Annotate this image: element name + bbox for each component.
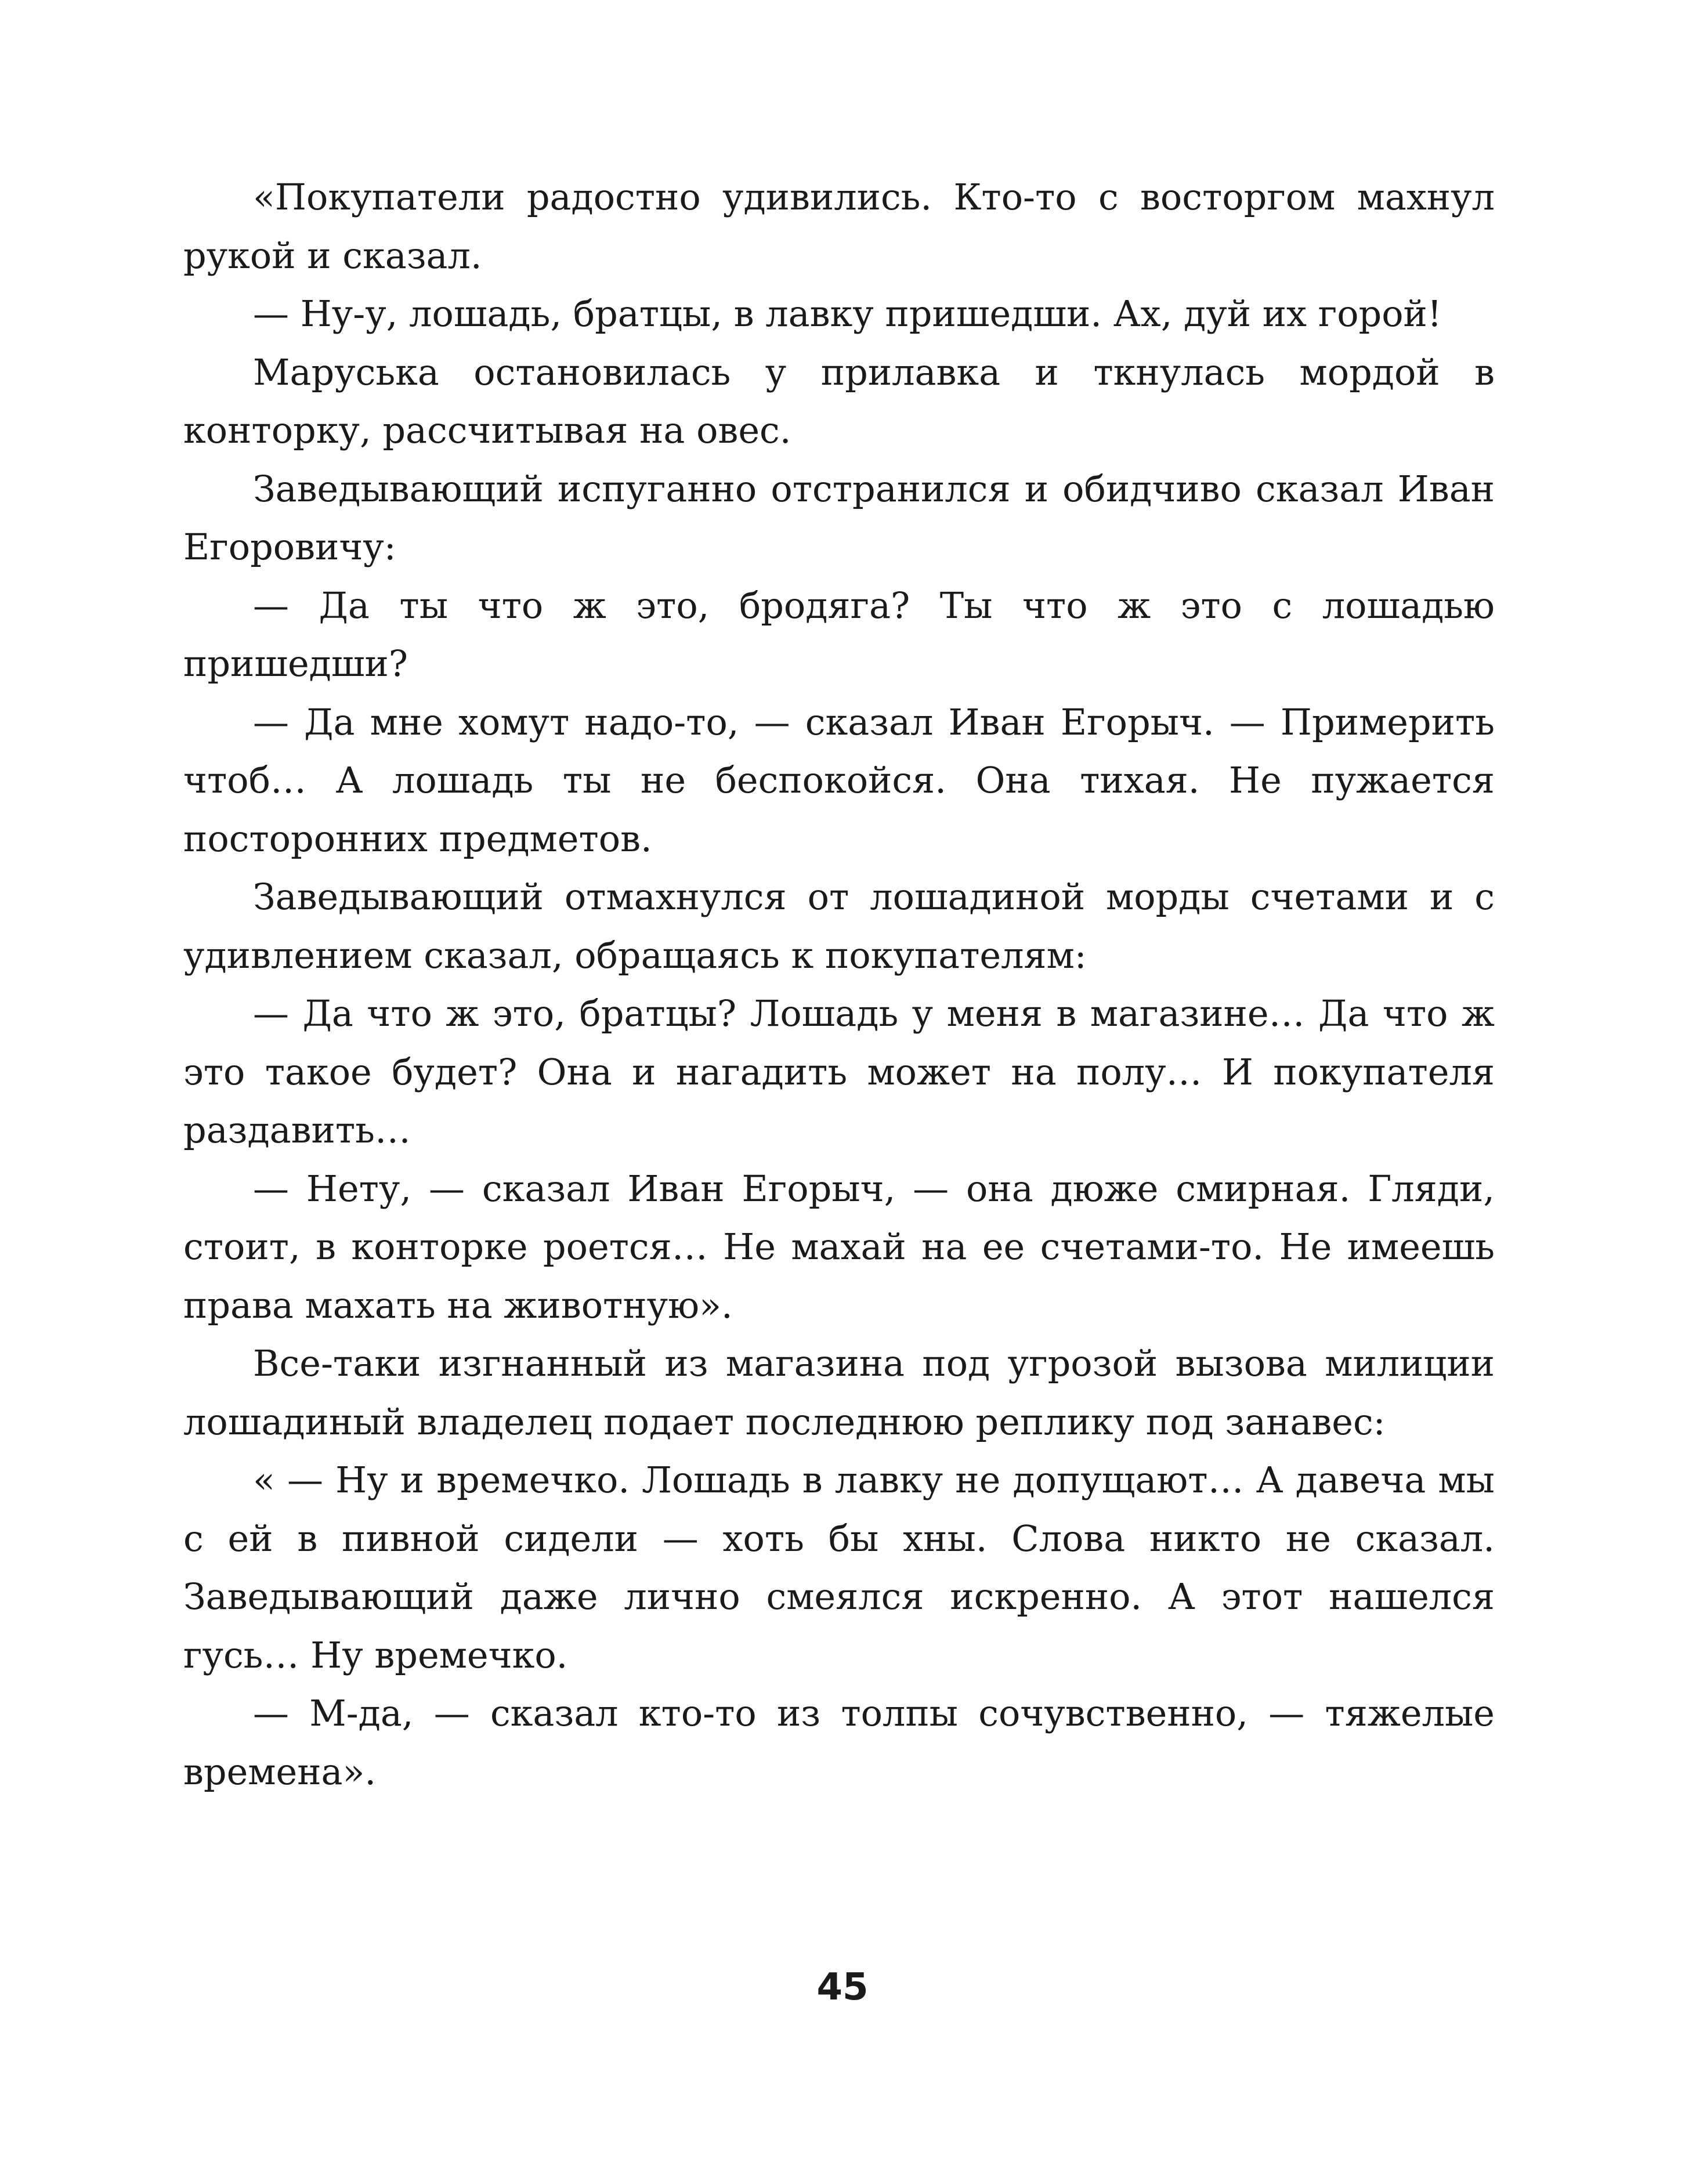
paragraph-1: «Покупатели радостно удивились. Кто-то с восторгом махнул рукой и сказал. (183, 176, 1495, 277)
page-text-body (183, 168, 1495, 1801)
paragraph-4: Заведывающий испуганно отстранился и обидчиво сказал Иван Егоровичу: (183, 467, 1495, 568)
paragraph-10: Все-таки изгнанный из магазина под угрозой вызова милиции лошадиный владелец подает последнюю реплику под занавес: (183, 1342, 1495, 1443)
paragraph-5: — Да ты что ж это, бродяга? Ты что ж это с лошадью пришедши? (183, 584, 1495, 685)
paragraph-12: — М-да, — сказал кто-то из толпы сочувственно, — тяжелые времена». (183, 1692, 1495, 1793)
paragraph-3: Маруська остановилась у прилавка и ткнулась мордой в конторку, рассчитывая на овес. (183, 350, 1495, 451)
paragraph-6: — Да мне хомут надо-то, — сказал Иван Егорыч. — Примерить чтоб… А лошадь ты не беспокойся. Она тихая. Не пужается посторонних предметов. (183, 700, 1495, 860)
paragraph-8: — Да что ж это, братцы? Лошадь у меня в магазине… Да что ж это такое будет? Она и нагадить может на полу… И покупателя раздавить… (183, 992, 1495, 1151)
paragraph-11: « — Ну и времечко. Лошадь в лавку не допущают… А давеча мы с ей в пивной сидели — хоть бы хны. Слова никто не сказал. Заведывающий даже лично смеялся искренно. А этот нашелся гусь… Ну времечко. (183, 1459, 1495, 1676)
paragraph-9: — Нету, — сказал Иван Егорыч, — она дюже смирная. Гляди, стоит, в конторке роется… Не махай на ее счетами-то. Не имеешь права махать на животную». (183, 1167, 1495, 1326)
page-number: 45 (816, 1966, 869, 2009)
paragraph-7: Заведывающий отмахнулся от лошадиной морды счетами и с удивлением сказал, обращаясь к покупателям: (183, 876, 1495, 977)
paragraph-2: — Ну-у, лошадь, братцы, в лавку пришедши. Ах, дуй их горой! (253, 292, 1442, 335)
